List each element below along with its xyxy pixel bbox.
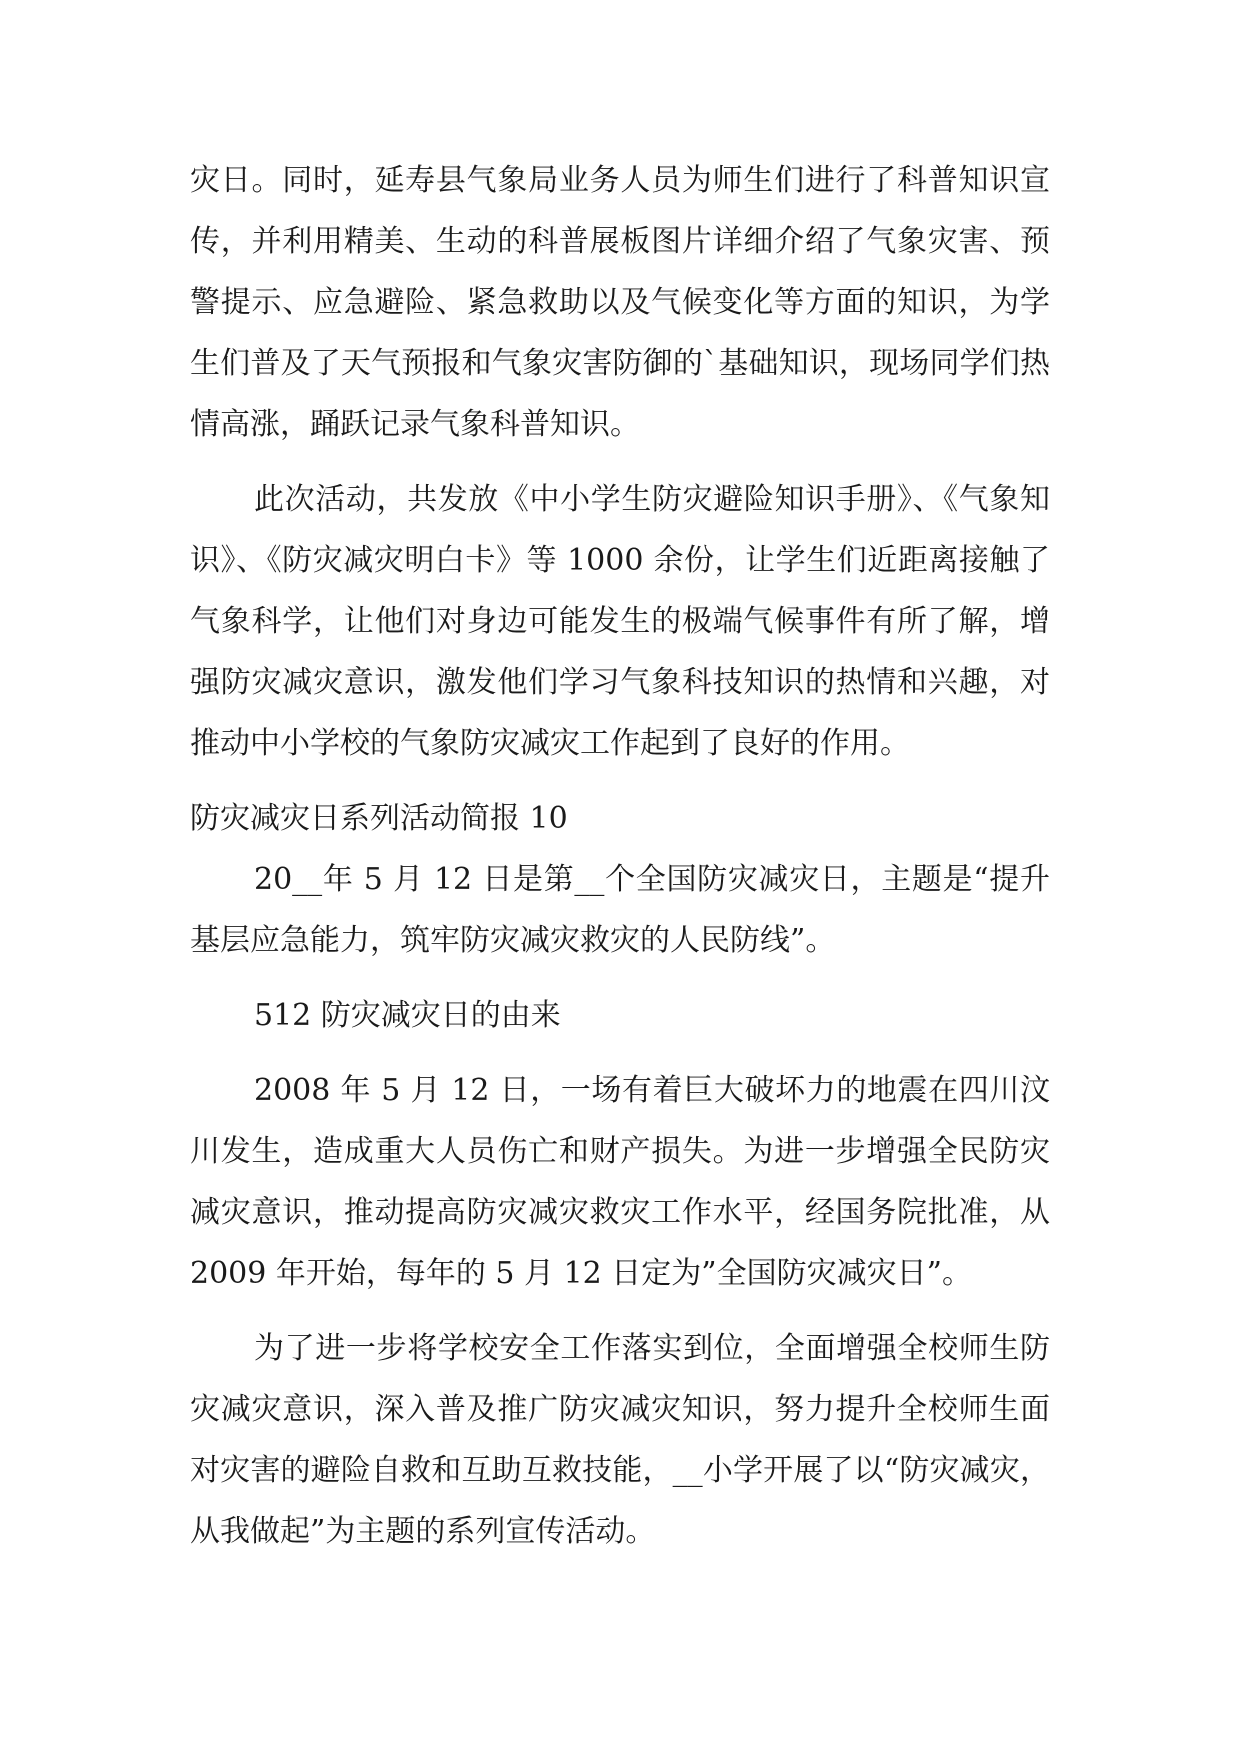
paragraph-origin: 2008 年 5 月 12 日，一场有着巨大破坏力的地震在四川汶川发生，造成重大人员伤亡和财产损失。为进一步增强全民防灾减灾意识，推动提高防灾减灾救灾工作水平，经国务院批准，从 2009 年开始，每年的 5 月 12 日定为”全国防灾减灾日”。 [190,1073,1050,1291]
section-heading: 防灾减灾日系列活动简报 10 [190,801,568,836]
document-page [190,150,1050,1562]
paragraph-gap [190,774,1050,788]
paragraph-gap [190,1304,1050,1318]
paragraph-materials-distribution: 此次活动，共发放《中小学生防灾避险知识手册》、《气象知识》、《防灾减灾明白卡》等 1000 余份，让学生们近距离接触了气象科学，让他们对身边可能发生的极端气候事件有所了解，增强防灾减灾意识，激发他们学习气象科技知识的热情和兴趣，对推动中小学校的气象防灾减灾工作起到了良好的作用。 [190,482,1050,761]
paragraph-theme: 20__年 5 月 12 日是第__个全国防灾减灾日，主题是“提升基层应急能力，筑牢防灾减灾救灾的人民防线”。 [190,862,1050,958]
paragraph-weather-bureau: 灾日。同时，延寿县气象局业务人员为师生们进行了科普知识宣传，并利用精美、生动的科普展板图片详细介绍了气象灾害、预警提示、应急避险、紧急救助以及气候变化等方面的知识，为学生们普及了天气预报和气象灾害防御的`基础知识，现场同学们热情高涨，踊跃记录气象科普知识。 [190,163,1050,442]
paragraph-gap [190,971,1050,985]
paragraph-origin-title: 512 防灾减灾日的由来 [254,998,561,1033]
paragraph-gap [190,455,1050,469]
paragraph-gap [190,1046,1050,1060]
paragraph-school-activity: 为了进一步将学校安全工作落实到位，全面增强全校师生防灾减灾意识，深入普及推广防灾减灾知识，努力提升全校师生面对灾害的避险自救和互助互救技能，__小学开展了以“防灾减灾，从我做起”为主题的系列宣传活动。 [190,1331,1050,1549]
